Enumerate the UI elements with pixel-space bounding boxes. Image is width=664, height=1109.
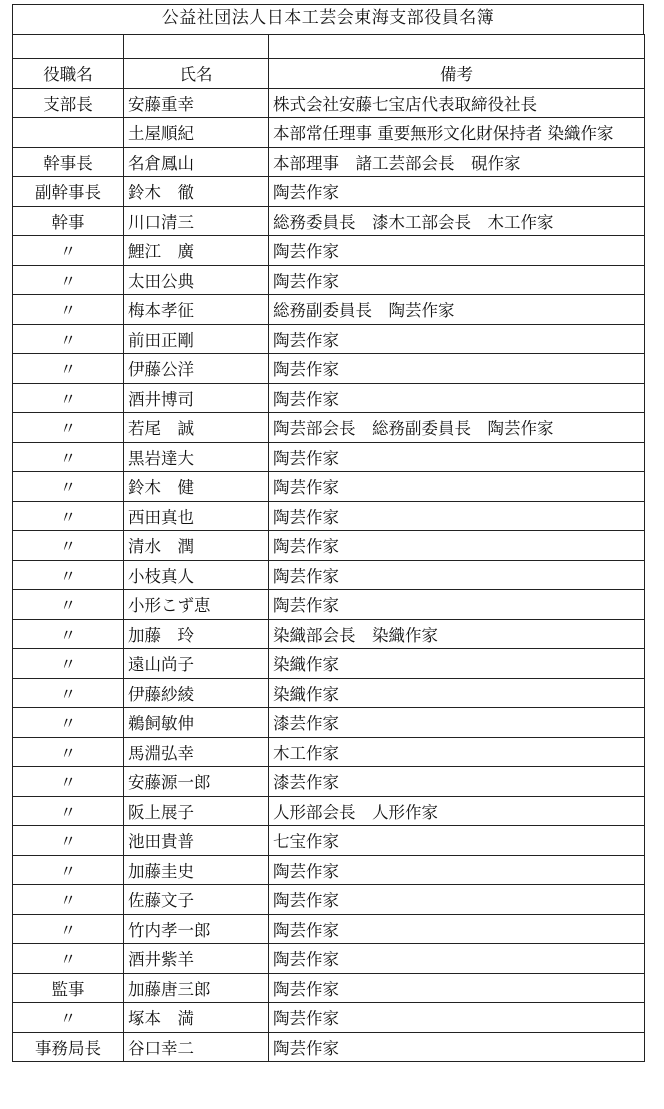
name-cell: 黒岩達大 bbox=[124, 442, 269, 472]
name-cell: 川口清三 bbox=[124, 206, 269, 236]
header-note: 備考 bbox=[269, 59, 645, 89]
name-cell: 名倉鳳山 bbox=[124, 147, 269, 177]
name-cell: 酒井紫羊 bbox=[124, 944, 269, 974]
table-row bbox=[13, 442, 645, 472]
table-row bbox=[13, 354, 645, 384]
table-row bbox=[13, 118, 645, 148]
role-cell: 〃 bbox=[13, 236, 124, 266]
note-cell: 陶芸作家 bbox=[269, 472, 645, 502]
name-cell: 池田貴普 bbox=[124, 826, 269, 856]
name-cell: 小枝真人 bbox=[124, 560, 269, 590]
table-row bbox=[13, 236, 645, 266]
note-cell: 染織部会長 染織作家 bbox=[269, 619, 645, 649]
role-cell: 〃 bbox=[13, 383, 124, 413]
note-cell: 陶芸作家 bbox=[269, 1003, 645, 1033]
note-cell: 陶芸作家 bbox=[269, 885, 645, 915]
table-row bbox=[13, 649, 645, 679]
name-cell: 加藤 玲 bbox=[124, 619, 269, 649]
name-cell: 鈴木 健 bbox=[124, 472, 269, 502]
role-cell: 〃 bbox=[13, 767, 124, 797]
note-cell: 陶芸作家 bbox=[269, 1032, 645, 1062]
role-cell: 〃 bbox=[13, 472, 124, 502]
blank-cell bbox=[124, 35, 269, 59]
role-cell: 事務局長 bbox=[13, 1032, 124, 1062]
table-row bbox=[13, 324, 645, 354]
note-cell: 陶芸作家 bbox=[269, 177, 645, 207]
table-row bbox=[13, 1003, 645, 1033]
table-row bbox=[13, 619, 645, 649]
note-cell: 陶芸作家 bbox=[269, 973, 645, 1003]
name-cell: 伊藤紗綾 bbox=[124, 678, 269, 708]
role-cell: 〃 bbox=[13, 649, 124, 679]
blank-row bbox=[13, 35, 645, 59]
role-cell: 〃 bbox=[13, 1003, 124, 1033]
note-cell: 染織作家 bbox=[269, 678, 645, 708]
table-row bbox=[13, 1032, 645, 1062]
role-cell: 〃 bbox=[13, 295, 124, 325]
note-cell: 総務委員長 漆木工部会長 木工作家 bbox=[269, 206, 645, 236]
role-cell: 〃 bbox=[13, 914, 124, 944]
note-cell: 陶芸作家 bbox=[269, 501, 645, 531]
role-cell: 〃 bbox=[13, 531, 124, 561]
table-row bbox=[13, 796, 645, 826]
note-cell: 陶芸作家 bbox=[269, 560, 645, 590]
name-cell: 安藤源一郎 bbox=[124, 767, 269, 797]
name-cell: 竹内孝一郎 bbox=[124, 914, 269, 944]
name-cell: 加藤圭史 bbox=[124, 855, 269, 885]
note-cell: 陶芸作家 bbox=[269, 442, 645, 472]
note-cell: 陶芸作家 bbox=[269, 383, 645, 413]
document-title: 公益社団法人日本工芸会東海支部役員名簿 bbox=[161, 8, 495, 28]
table-row bbox=[13, 88, 645, 118]
name-cell: 鯉江 廣 bbox=[124, 236, 269, 266]
name-cell: 太田公典 bbox=[124, 265, 269, 295]
table-row bbox=[13, 708, 645, 738]
table-row bbox=[13, 295, 645, 325]
name-cell: 馬淵弘幸 bbox=[124, 737, 269, 767]
blank-cell bbox=[13, 35, 124, 59]
table-row bbox=[13, 383, 645, 413]
header-row bbox=[13, 59, 645, 89]
note-cell: 陶芸作家 bbox=[269, 590, 645, 620]
table-row bbox=[13, 413, 645, 443]
role-cell: 〃 bbox=[13, 324, 124, 354]
note-cell: 本部理事 諸工芸部会長 硯作家 bbox=[269, 147, 645, 177]
note-cell: 本部常任理事 重要無形文化財保持者 染織作家 bbox=[269, 118, 645, 148]
role-cell: 〃 bbox=[13, 737, 124, 767]
note-cell: 七宝作家 bbox=[269, 826, 645, 856]
name-cell: 前田正剛 bbox=[124, 324, 269, 354]
name-cell: 酒井博司 bbox=[124, 383, 269, 413]
role-cell: 〃 bbox=[13, 796, 124, 826]
name-cell: 鈴木 徹 bbox=[124, 177, 269, 207]
name-cell: 加藤唐三郎 bbox=[124, 973, 269, 1003]
name-cell: 若尾 誠 bbox=[124, 413, 269, 443]
note-cell: 陶芸作家 bbox=[269, 324, 645, 354]
name-cell: 塚本 満 bbox=[124, 1003, 269, 1033]
note-cell: 染織作家 bbox=[269, 649, 645, 679]
note-cell: 人形部会長 人形作家 bbox=[269, 796, 645, 826]
table-row bbox=[13, 147, 645, 177]
blank-cell bbox=[269, 35, 645, 59]
note-cell: 漆芸作家 bbox=[269, 708, 645, 738]
role-cell: 〃 bbox=[13, 708, 124, 738]
role-cell: 〃 bbox=[13, 590, 124, 620]
name-cell: 遠山尚子 bbox=[124, 649, 269, 679]
role-cell: 幹事長 bbox=[13, 147, 124, 177]
role-cell: 支部長 bbox=[13, 88, 124, 118]
name-cell: 伊藤公洋 bbox=[124, 354, 269, 384]
role-cell: 〃 bbox=[13, 354, 124, 384]
name-cell: 西田真也 bbox=[124, 501, 269, 531]
role-cell: 幹事 bbox=[13, 206, 124, 236]
header-name: 氏名 bbox=[124, 59, 269, 89]
role-cell: 〃 bbox=[13, 413, 124, 443]
officer-roster-table bbox=[12, 34, 645, 1062]
note-cell: 陶芸作家 bbox=[269, 354, 645, 384]
note-cell: 漆芸作家 bbox=[269, 767, 645, 797]
note-cell: 陶芸作家 bbox=[269, 914, 645, 944]
note-cell: 株式会社安藤七宝店代表取締役社長 bbox=[269, 88, 645, 118]
table-row bbox=[13, 678, 645, 708]
table-row bbox=[13, 767, 645, 797]
role-cell: 〃 bbox=[13, 560, 124, 590]
table-row bbox=[13, 973, 645, 1003]
role-cell: 〃 bbox=[13, 442, 124, 472]
role-cell: 副幹事長 bbox=[13, 177, 124, 207]
name-cell: 安藤重幸 bbox=[124, 88, 269, 118]
name-cell: 谷口幸二 bbox=[124, 1032, 269, 1062]
role-cell bbox=[13, 118, 124, 148]
table-row bbox=[13, 560, 645, 590]
role-cell: 〃 bbox=[13, 855, 124, 885]
note-cell: 陶芸作家 bbox=[269, 944, 645, 974]
table-row bbox=[13, 885, 645, 915]
table-row bbox=[13, 914, 645, 944]
name-cell: 阪上展子 bbox=[124, 796, 269, 826]
name-cell: 清水 潤 bbox=[124, 531, 269, 561]
header-role: 役職名 bbox=[13, 59, 124, 89]
name-cell: 佐藤文子 bbox=[124, 885, 269, 915]
role-cell: 〃 bbox=[13, 501, 124, 531]
table-row bbox=[13, 737, 645, 767]
note-cell: 総務副委員長 陶芸作家 bbox=[269, 295, 645, 325]
note-cell: 陶芸作家 bbox=[269, 236, 645, 266]
role-cell: 〃 bbox=[13, 265, 124, 295]
note-cell: 陶芸作家 bbox=[269, 265, 645, 295]
note-cell: 陶芸作家 bbox=[269, 855, 645, 885]
table-row bbox=[13, 472, 645, 502]
name-cell: 土屋順紀 bbox=[124, 118, 269, 148]
name-cell: 鵜飼敏伸 bbox=[124, 708, 269, 738]
role-cell: 〃 bbox=[13, 826, 124, 856]
role-cell: 〃 bbox=[13, 619, 124, 649]
table-row bbox=[13, 855, 645, 885]
table-row bbox=[13, 206, 645, 236]
role-cell: 〃 bbox=[13, 885, 124, 915]
role-cell: 〃 bbox=[13, 678, 124, 708]
table-row bbox=[13, 265, 645, 295]
role-cell: 監事 bbox=[13, 973, 124, 1003]
note-cell: 木工作家 bbox=[269, 737, 645, 767]
table-row bbox=[13, 826, 645, 856]
table-row bbox=[13, 177, 645, 207]
name-cell: 梅本孝征 bbox=[124, 295, 269, 325]
table-row bbox=[13, 944, 645, 974]
note-cell: 陶芸作家 bbox=[269, 531, 645, 561]
role-cell: 〃 bbox=[13, 944, 124, 974]
table-row bbox=[13, 531, 645, 561]
name-cell: 小形こず恵 bbox=[124, 590, 269, 620]
table-row bbox=[13, 501, 645, 531]
table-row bbox=[13, 590, 645, 620]
note-cell: 陶芸部会長 総務副委員長 陶芸作家 bbox=[269, 413, 645, 443]
